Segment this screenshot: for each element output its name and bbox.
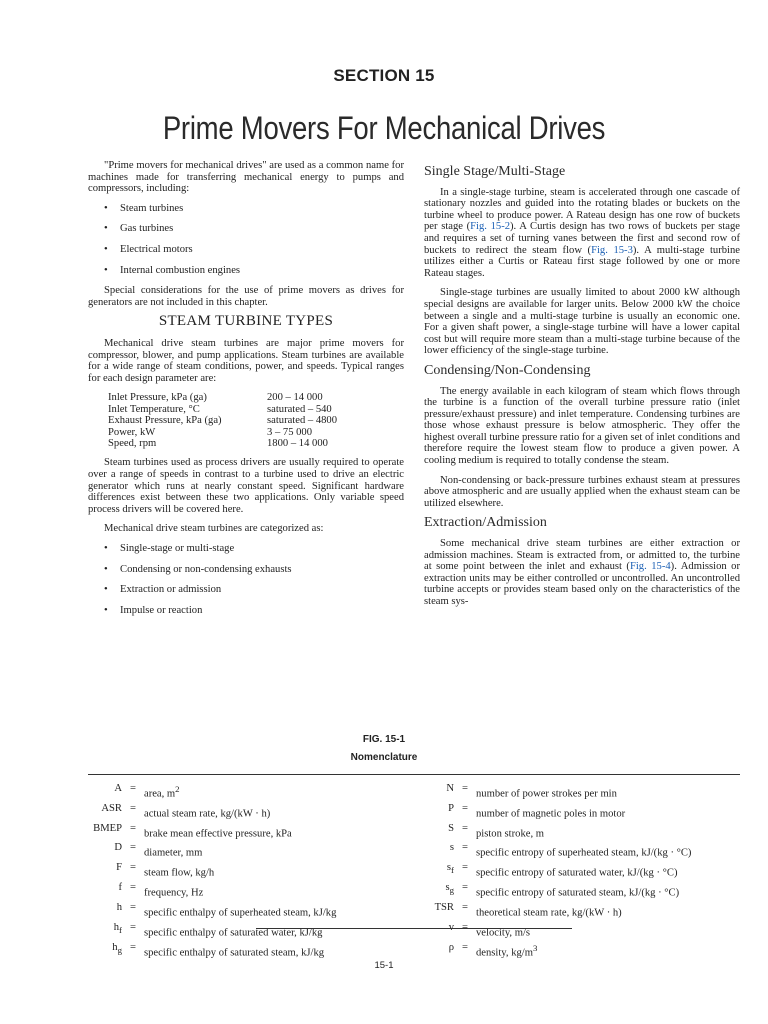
nomenclature-row <box>410 901 740 921</box>
nomenclature-row <box>410 941 740 961</box>
nom-definition: specific entropy of saturated water, kJ/(kg · °C) <box>476 867 678 879</box>
nom-equals: = <box>130 822 136 834</box>
bullet-item: • Internal combustion engines <box>104 265 404 277</box>
nom-symbol: ρ <box>448 941 454 953</box>
section-label: SECTION 15 <box>333 66 435 85</box>
nomenclature-row <box>410 841 740 861</box>
nom-equals: = <box>462 921 468 933</box>
fig-15-4-link[interactable]: Fig. 15-4 <box>629 561 671 573</box>
text-span: In a single-stage turbine, steam is accelerated through one cascade of stationary nozzles and guided into the rotating blades or buckets on the turbine wheel to produce power. A Rateau design has one row of buckets per stage ( <box>424 186 740 233</box>
nom-equals: = <box>462 842 468 854</box>
bullet-item: • Electrical motors <box>104 244 404 256</box>
nom-definition: specific enthalpy of saturated steam, kJ/kg <box>144 947 325 959</box>
nom-equals: = <box>130 941 136 953</box>
nom-definition: number of power strokes per min <box>476 788 617 800</box>
nom-equals: = <box>462 822 468 834</box>
nom-symbol: F <box>116 862 122 874</box>
nom-symbol: ASR <box>101 802 122 814</box>
categorized-paragraph: Mechanical drive steam turbines are categorized as: <box>104 523 324 535</box>
intro-bullet-list <box>88 203 404 276</box>
nom-symbol: $h_f$ <box>113 921 122 935</box>
heading-steam-turbine-types: STEAM TURBINE TYPES <box>158 313 334 330</box>
nom-equals: = <box>130 842 136 854</box>
nom-equals: = <box>130 901 136 913</box>
param-value: saturated – 4800 <box>267 415 338 427</box>
nom-symbol: s <box>449 842 454 854</box>
single-stage-paragraph-1 <box>424 187 740 280</box>
param-label: Exhaust Pressure, kPa (ga) <box>108 415 222 427</box>
nomenclature-row <box>410 861 740 881</box>
text-span: ). A Curtis design has two rows of buckets per stage and requires a set of turning vanes between the first and second row of buckets to redirect the steam flow ( <box>424 221 740 256</box>
footer-rule <box>256 928 572 929</box>
figure-label: FIG. 15-1 <box>362 734 406 745</box>
page-title: Prime Movers For Mechanical Drives <box>162 110 606 146</box>
param-label: Power, kW <box>108 426 156 438</box>
nom-definition: brake mean effective pressure, kPa <box>144 828 292 840</box>
nom-equals: = <box>130 882 136 894</box>
param-label: Inlet Pressure, kPa (ga) <box>108 392 207 404</box>
nomenclature-row <box>78 861 408 881</box>
table-row <box>108 438 337 449</box>
nomenclature-row <box>78 802 408 822</box>
nom-equals: = <box>462 802 468 814</box>
left-column <box>88 160 404 625</box>
nom-equals: = <box>462 901 468 913</box>
fig-15-2-link[interactable]: Fig. 15-2 <box>470 221 511 233</box>
nom-symbol: $s_g$ <box>445 882 454 896</box>
nom-equals: = <box>462 882 468 894</box>
bullet-item: • Steam turbines <box>104 203 404 215</box>
param-value: 1800 – 14 000 <box>267 437 328 449</box>
nom-symbol: h <box>116 901 122 913</box>
figure-rule <box>88 774 740 775</box>
nomenclature-row <box>78 901 408 921</box>
nom-definition: velocity, m/s <box>476 927 531 939</box>
nomenclature-row <box>410 782 740 802</box>
right-column <box>424 162 740 616</box>
figure-caption: Nomenclature <box>350 752 418 763</box>
param-label: Speed, rpm <box>108 437 157 449</box>
nomenclature-left <box>78 782 408 960</box>
nom-definition: frequency, Hz <box>144 887 204 899</box>
nomenclature-row <box>78 782 408 802</box>
intro-paragraph: "Prime movers for mechanical drives" are used as a common name for machines made for transferring mechanical energy to pumps and compressors, including: <box>88 160 404 195</box>
nomenclature-row <box>410 802 740 822</box>
fig-15-3-link[interactable]: Fig. 15-3 <box>591 244 633 256</box>
nomenclature-row <box>78 941 408 961</box>
bullet-item: • Impulse or reaction <box>104 605 404 617</box>
nom-equals: = <box>130 921 136 933</box>
nomenclature-row <box>78 822 408 842</box>
nomenclature-row <box>410 881 740 901</box>
nom-definition: specific entropy of saturated steam, kJ/(kg · °C) <box>476 887 680 899</box>
process-drivers-paragraph: Steam turbines used as process drivers are usually required to operate over a range of speeds in contrast to a turbine used to drive an electric generator which runs at nearly constant speed. Significant hardware differences exist between these two applications. Only variable speed process drivers will be covered here. <box>88 457 404 515</box>
nom-definition: density, $kg/m^3$ <box>476 942 538 959</box>
nomenclature-row <box>78 921 408 941</box>
extraction-paragraph <box>424 538 740 608</box>
nomenclature-row <box>78 841 408 861</box>
nom-symbol: $h_g$ <box>112 941 122 955</box>
nom-definition: diameter, mm <box>144 848 203 860</box>
nom-equals: = <box>130 862 136 874</box>
nom-symbol: N <box>446 783 454 794</box>
category-bullet-list <box>88 543 404 616</box>
nom-symbol: A <box>114 783 122 794</box>
nom-definition: piston stroke, m <box>476 828 544 840</box>
nom-definition: area, $m^2$ <box>144 784 180 800</box>
nom-equals: = <box>462 862 468 874</box>
nomenclature-row <box>410 822 740 842</box>
nom-definition: specific enthalpy of superheated steam, kJ/kg <box>144 907 337 919</box>
bullet-item: • Gas turbines <box>104 223 404 235</box>
nom-symbol: TSR <box>434 901 454 913</box>
nom-definition: specific enthalpy of saturated water, kJ/kg <box>144 927 323 939</box>
nom-definition: steam flow, kg/h <box>144 867 215 879</box>
table-row <box>108 415 337 426</box>
param-value: 200 – 14 000 <box>267 392 323 404</box>
heading-condensing: Condensing/Non-Condensing <box>424 362 591 378</box>
condensing-paragraph-1: The energy available in each kilogram of steam which flows through the turbine is a function of the overall turbine pressure ratio (inlet pressure/exhaust pressure) and inlet temperature. Condensing turbines are those whose exhaust pressure is below atmospheric. They offer the highest overall turbine pressure ratio for a given set of inlet conditions and therefore require the lowest steam flow to produce a given power. A cooling medium is required to totally condense the steam. <box>424 385 740 467</box>
nom-symbol: P <box>448 802 454 814</box>
condensing-paragraph-2: Non-condensing or back-pressure turbines exhaust steam at pressures above atmospheric and are usually applied when the exhaust steam can be utilized elsewhere. <box>424 474 740 509</box>
single-stage-paragraph-2: Single-stage turbines are usually limited to about 2000 kW although special designs are available for larger units. Below 2000 kW the choice between a single and a multi-stage turbine is usually an economic one. For a given shaft power, a single-stage turbine will have a lower capital cost but will require more steam than a multi-stage turbine because of the lower efficiency of the single-stage turbine. <box>424 287 740 357</box>
nomenclature-right <box>410 782 740 960</box>
nom-definition: actual steam rate, kg/(kW · h) <box>144 808 271 820</box>
bullet-item: • Single-stage or multi-stage <box>104 543 404 555</box>
nom-symbol: f <box>118 882 122 894</box>
heading-single-multi-stage: Single Stage/Multi-Stage <box>424 164 566 179</box>
text-span: ). A multi-stage turbine utilizes either a Curtis or Rateau first stage followed by one or more Rateau stages. <box>424 244 740 279</box>
nom-definition: number of magnetic poles in motor <box>476 808 626 820</box>
nomenclature-row <box>78 881 408 901</box>
nom-equals: = <box>462 783 468 794</box>
param-label: Inlet Temperature, °C <box>108 403 200 415</box>
nom-symbol: D <box>114 842 122 854</box>
text-span: ). Admission or extraction units may be either controlled or uncontrolled. An uncontrolled turbine accepts or provides steam based only on the characteristics of the steam sys- <box>424 561 740 607</box>
table-row <box>108 404 337 415</box>
nom-equals: = <box>130 783 136 794</box>
nomenclature-row <box>410 921 740 941</box>
types-paragraph: Mechanical drive steam turbines are major prime movers for compressor, blower, and pump applications. Steam turbines are available for a wide range of steam conditions, power, and speeds. Typical ranges for each design parameter are: <box>88 337 404 384</box>
nom-definition: specific entropy of superheated steam, kJ/(kg · °C) <box>476 848 692 860</box>
nom-symbol: $s_f$ <box>446 862 454 876</box>
table-row <box>108 427 337 438</box>
page-number: 15-1 <box>374 960 394 971</box>
design-parameter-table <box>108 392 337 449</box>
nom-equals: = <box>130 802 136 814</box>
text-span: Some mechanical drive steam turbines are either extraction or admission machines. Steam is extracted from, or admitted to, the turbine at some point between the inlet and exhaust ( <box>424 538 740 573</box>
heading-extraction-admission: Extraction/Admission <box>424 515 547 531</box>
nom-symbol: v <box>448 921 454 933</box>
figure-header <box>0 734 768 763</box>
nom-definition: theoretical steam rate, kg/(kW · h) <box>476 907 622 919</box>
nom-symbol: S <box>448 822 454 834</box>
bullet-item: • Condensing or non-condensing exhausts <box>104 564 404 576</box>
special-note-paragraph: Special considerations for the use of prime movers as drives for generators are not included in this chapter. <box>88 285 404 308</box>
bullet-item: • Extraction or admission <box>104 584 404 596</box>
nom-equals: = <box>462 941 468 953</box>
param-value: saturated – 540 <box>267 403 332 415</box>
nom-symbol: BMEP <box>93 822 122 834</box>
table-row <box>108 392 337 403</box>
param-value: 3 – 75 000 <box>267 426 313 438</box>
